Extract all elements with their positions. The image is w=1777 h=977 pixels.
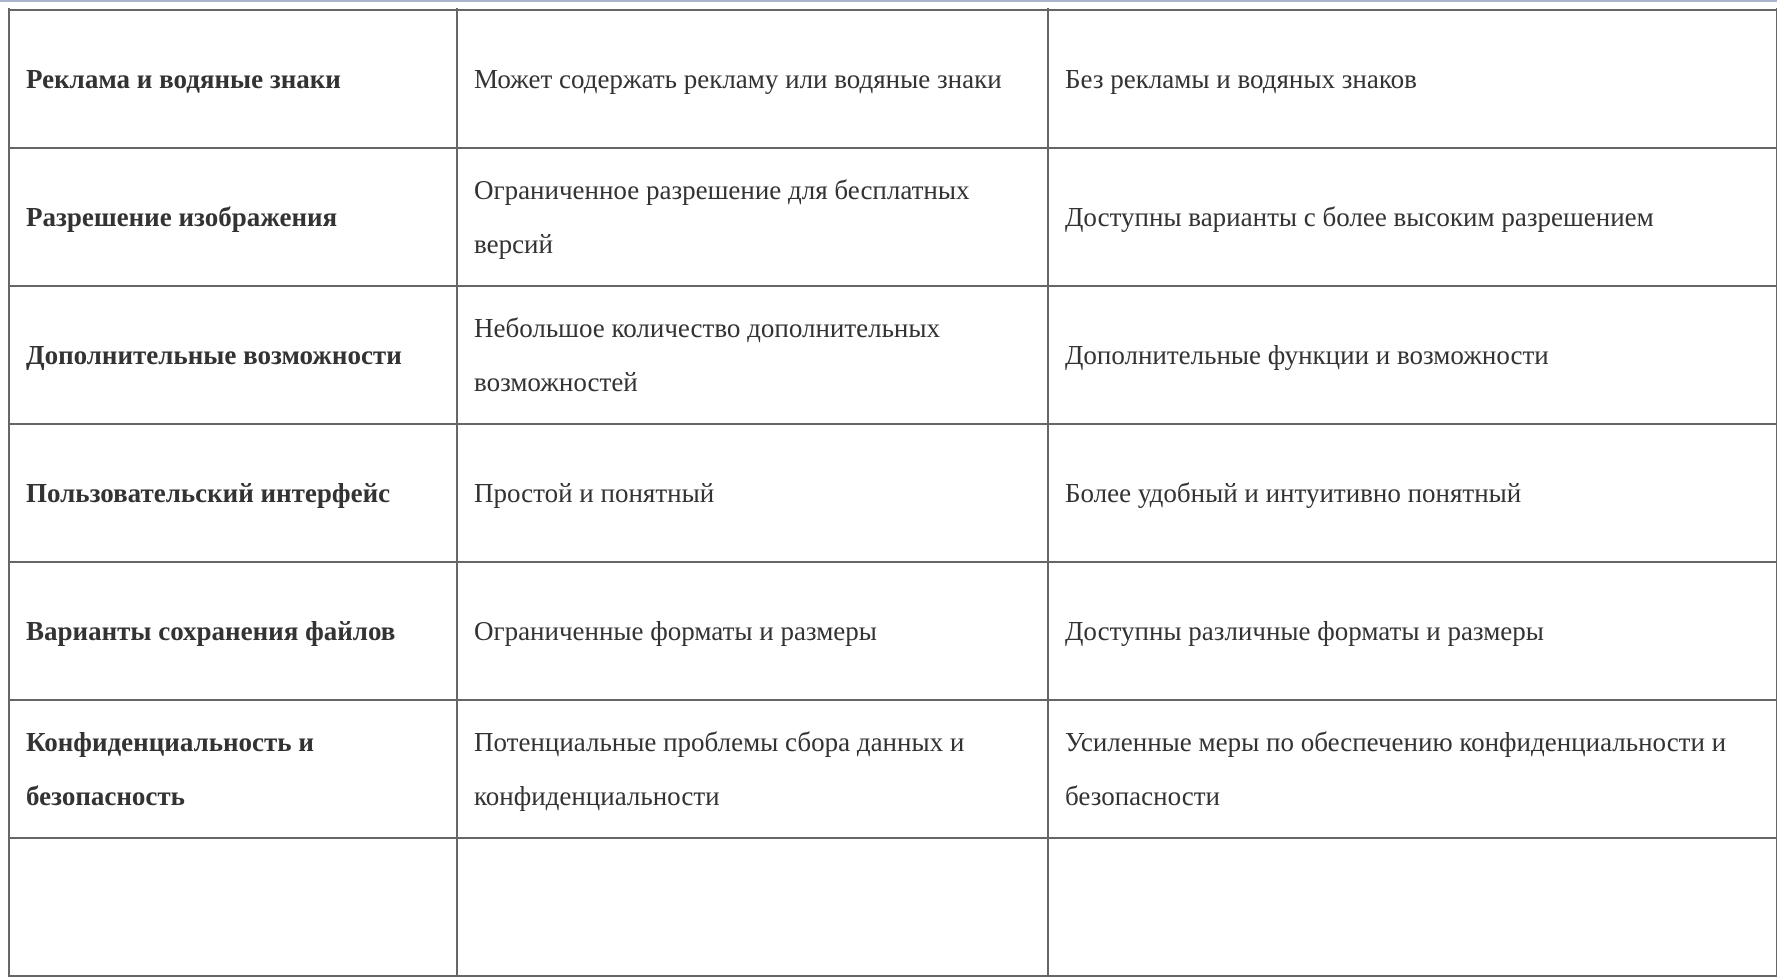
paid-version-cell: Доступны варианты с более высоким разрешением bbox=[1048, 148, 1777, 286]
feature-cell: Конфиденциальность и безопасность bbox=[9, 700, 457, 838]
feature-cell: Пользовательский интерфейс bbox=[9, 424, 457, 562]
feature-cell: Дополнительные возможности bbox=[9, 286, 457, 424]
table-row bbox=[9, 286, 1777, 424]
paid-version-cell: Усиленные меры по обеспечению конфиденциальности и безопасности bbox=[1048, 700, 1777, 838]
paid-version-cell: Доступны различные форматы и размеры bbox=[1048, 562, 1777, 700]
paid-version-cell: Дополнительные функции и возможности bbox=[1048, 286, 1777, 424]
free-version-cell: Потенциальные проблемы сбора данных и конфиденциальности bbox=[457, 700, 1048, 838]
feature-cell: Разрешение изображения bbox=[9, 148, 457, 286]
free-version-cell: Ограниченное разрешение для бесплатных версий bbox=[457, 148, 1048, 286]
table-row bbox=[9, 148, 1777, 286]
table-row bbox=[9, 562, 1777, 700]
free-version-cell: Небольшое количество дополнительных возможностей bbox=[457, 286, 1048, 424]
feature-cell: Варианты сохранения файлов bbox=[9, 562, 457, 700]
comparison-table bbox=[8, 8, 1777, 977]
table-row bbox=[9, 700, 1777, 838]
free-version-cell: Ограниченные форматы и размеры bbox=[457, 562, 1048, 700]
table-row bbox=[9, 10, 1777, 148]
paid-version-cell: Без рекламы и водяных знаков bbox=[1048, 10, 1777, 148]
feature-cell: Реклама и водяные знаки bbox=[9, 10, 457, 148]
paid-version-cell: Более удобный и интуитивно понятный bbox=[1048, 424, 1777, 562]
free-version-cell: Простой и понятный bbox=[457, 424, 1048, 562]
free-version-cell: Может содержать рекламу или водяные знаки bbox=[457, 10, 1048, 148]
page-top-edge bbox=[0, 0, 1777, 2]
table-row bbox=[9, 424, 1777, 562]
next-row-stub bbox=[9, 838, 1777, 976]
